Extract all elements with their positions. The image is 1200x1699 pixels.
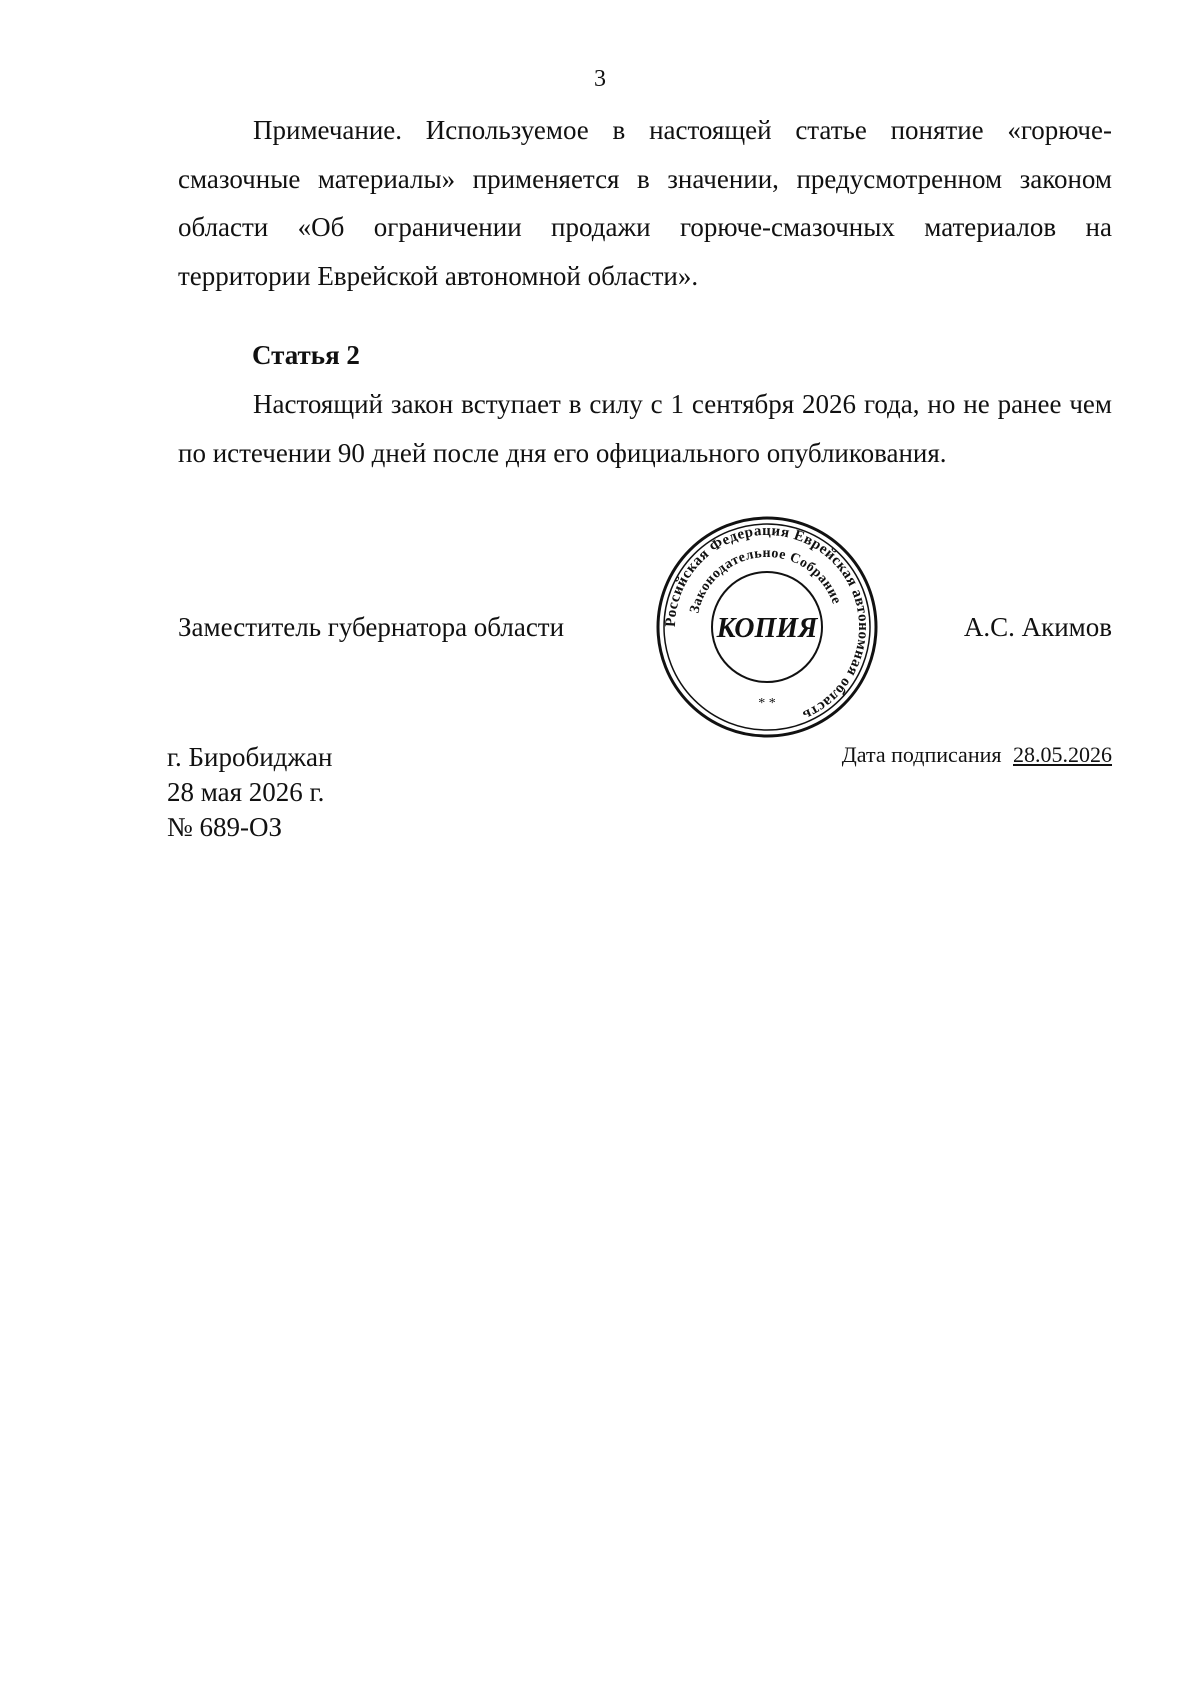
seal-inner-text: Законодательное Собрание — [687, 545, 844, 615]
seal-stars: * * — [758, 696, 776, 711]
article-paragraph: Настоящий закон вступает в силу с 1 сентября 2026 года, но не ранее чем по истечении 90 дней после дня его официального опубликования. — [178, 389, 1112, 468]
meta-number: № 689-ОЗ — [167, 812, 283, 842]
signer-title: Заместитель губернатора области — [178, 612, 565, 642]
document-meta — [167, 740, 333, 845]
meta-city: г. Биробиджан — [167, 742, 333, 772]
signing-date — [842, 742, 1112, 768]
meta-date: 28 мая 2026 г. — [167, 777, 325, 807]
official-seal-stamp — [655, 515, 879, 739]
note-paragraph: Примечание. Используемое в настоящей статье понятие «горюче-смазочные материалы» применяется в значении, предусмотренном законом области «Об ограничении продажи горюче-смазочных материалов на территории Еврейской автономной области». — [178, 115, 1112, 291]
signing-date-label: Дата подписания — [841, 742, 1002, 767]
seal-outer-text: Российская Федерация Еврейская автономная область — [662, 522, 872, 724]
seal-center-text: КОПИЯ — [716, 613, 818, 644]
signing-date-value: 28.05.2026 — [1013, 742, 1112, 767]
signer-name: А.С. Акимов — [963, 612, 1112, 642]
article-heading: Статья 2 — [252, 340, 360, 370]
page-number: 3 — [594, 66, 606, 92]
